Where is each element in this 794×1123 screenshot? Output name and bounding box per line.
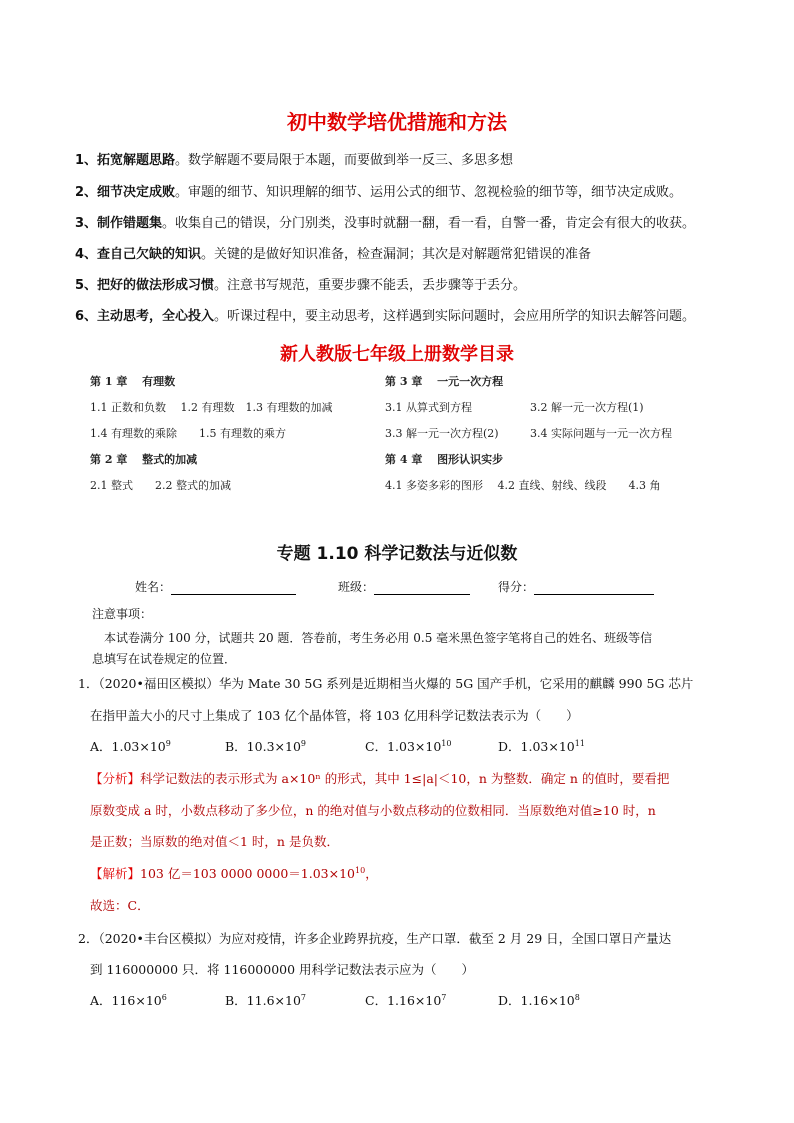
toc-ch3: 第 3 章 一元一次方程 <box>385 375 504 388</box>
tip-text: 。关键的是做好知识准备，检查漏洞；其次是对解题常犯错误的准备 <box>201 247 592 262</box>
exponent: 8 <box>574 992 580 1002</box>
q1-option-d[interactable] <box>498 737 585 755</box>
tip-head: 1、拓宽解题思路 <box>75 153 176 168</box>
toc-ch1-row1: 1.1 正数和负数 1.2 有理数 1.3 有理数的加减 <box>90 401 333 414</box>
q1-analysis-line-3: 是正数；当原数的绝对值＜1 时，n 是负数． <box>90 834 339 849</box>
doc-title: 专题 1.10 科学记数法与近似数 <box>276 544 518 564</box>
name-blank[interactable] <box>171 580 296 595</box>
exponent: 7 <box>300 992 306 1002</box>
toc-ch3-row1b: 3.2 解一元一次方程(1) <box>530 401 644 414</box>
tip-head: 2、细节决定成败 <box>75 185 176 200</box>
q1-analysis-line-2: 原数变成 a 时，小数点移动了多少位，n 的绝对值与小数点移动的位数相同．当原数绝对值≥10 时，n <box>90 803 656 818</box>
q2-option-d[interactable] <box>498 991 580 1009</box>
tip-head: 5、把好的做法形成习惯 <box>75 278 215 293</box>
q1-option-b[interactable] <box>225 737 306 755</box>
q2-option-a[interactable] <box>90 991 167 1009</box>
class-label: 班级： <box>338 580 375 594</box>
toc-ch3-row1a: 3.1 从算式到方程 <box>385 401 472 414</box>
tip-1 <box>75 149 513 168</box>
tip-head: 4、查自己欠缺的知识 <box>75 247 202 262</box>
notice-heading: 注意事项： <box>92 607 153 621</box>
q1-choice: 故选：C． <box>90 898 150 913</box>
q1-analysis-line-1 <box>90 769 669 787</box>
toc-ch1-row2: 1.4 有理数的乘除 1.5 有理数的乘方 <box>90 427 286 440</box>
solution-tag: 【解析】 <box>90 866 141 881</box>
notice-line-1: 本试卷满分 100 分，试题共 20 题．答卷前，考生务必用 0.5 毫米黑色签字笔将自己的姓名、班级等信 <box>104 631 653 645</box>
solution-text: 103 亿＝103 0000 0000＝1.03×10 <box>140 866 355 881</box>
toc-title: 新人教版七年级上册数学目录 <box>280 344 514 365</box>
analysis-text: 科学记数法的表示形式为 a×10ⁿ 的形式，其中 1≤|a|＜10，n 为整数．确定 n 的值时，要看把 <box>140 771 670 786</box>
page-title: 初中数学培优措施和方法 <box>287 110 507 134</box>
toc-ch3-row2a: 3.3 解一元一次方程(2) <box>385 427 499 440</box>
score-blank[interactable] <box>534 580 654 595</box>
exponent: 9 <box>165 738 171 748</box>
score-label: 得分： <box>498 580 535 594</box>
q1-option-c[interactable] <box>365 737 451 755</box>
tip-head: 3、制作错题集 <box>75 216 163 231</box>
option-text: D．1.03×10 <box>498 739 575 754</box>
tip-head: 6、主动思考，全心投入 <box>75 309 215 324</box>
q1-line-2: 在指甲盖大小的尺寸上集成了 103 亿个晶体管，将 103 亿用科学记数法表示为（ ） <box>90 708 579 723</box>
exponent: 10 <box>355 865 366 875</box>
name-field[interactable] <box>135 578 296 595</box>
q2-line-2: 到 116000000 只．将 116000000 用科学记数法表示应为（ ） <box>90 962 475 977</box>
name-label: 姓名： <box>135 580 172 594</box>
toc-ch4-row1: 4.1 多姿多彩的图形 4.2 直线、射线、线段 4.3 角 <box>385 479 661 492</box>
tip-text: 。注意书写规范，重要步骤不能丢，丢步骤等于丢分。 <box>214 278 527 293</box>
tip-3 <box>75 212 695 231</box>
class-field[interactable] <box>338 578 470 595</box>
tip-5 <box>75 274 526 293</box>
toc-ch4: 第 4 章 图形认识实步 <box>385 453 504 466</box>
analysis-tag: 【分析】 <box>90 771 141 786</box>
q1-solution <box>90 864 378 882</box>
q1-line-1: 1．（2020•福田区模拟）华为 Mate 30 5G 系列是近期相当火爆的 5G 国产手机，它采用的麒麟 990 5G 芯片 <box>78 676 694 691</box>
tip-4 <box>75 243 591 262</box>
tip-6 <box>75 305 695 324</box>
notice-line-2: 息填写在试卷规定的位置． <box>92 652 237 666</box>
option-text: A．116×10 <box>90 993 162 1008</box>
option-text: D．1.16×10 <box>498 993 575 1008</box>
q1-option-a[interactable] <box>90 737 171 755</box>
toc-ch1: 第 1 章 有理数 <box>90 375 176 388</box>
tip-2 <box>75 181 682 200</box>
toc-ch2: 第 2 章 整式的加减 <box>90 453 198 466</box>
option-text: C．1.16×10 <box>365 993 442 1008</box>
solution-end: ， <box>365 866 378 881</box>
exponent: 6 <box>161 992 167 1002</box>
exponent: 11 <box>574 738 585 748</box>
tip-text: 。收集自己的错误，分门别类，没事时就翻一翻，看一看，自警一番，肯定会有很大的收获。 <box>162 216 696 231</box>
q2-option-b[interactable] <box>225 991 306 1009</box>
option-text: B．11.6×10 <box>225 993 301 1008</box>
option-text: C．1.03×10 <box>365 739 442 754</box>
exponent: 10 <box>441 738 452 748</box>
score-field[interactable] <box>498 578 654 595</box>
q2-line-1: 2．（2020•丰台区模拟）为应对疫情，许多企业跨界抗疫，生产口罩．截至 2 月 29 日，全国口罩日产量达 <box>78 931 672 946</box>
toc-ch3-row2b: 3.4 实际问题与一元一次方程 <box>530 427 672 440</box>
tip-text: 。数学解题不要局限于本题，而要做到举一反三、多思多想 <box>175 153 514 168</box>
tip-text: 。审题的细节、知识理解的细节、运用公式的细节、忽视检验的细节等，细节决定成败。 <box>175 185 683 200</box>
option-text: A．1.03×10 <box>90 739 166 754</box>
exponent: 9 <box>300 738 306 748</box>
exponent: 7 <box>441 992 447 1002</box>
q2-option-c[interactable] <box>365 991 446 1009</box>
option-text: B．10.3×10 <box>225 739 301 754</box>
tip-text: 。听课过程中，要主动思考，这样遇到实际问题时，会应用所学的知识去解答问题。 <box>214 309 696 324</box>
class-blank[interactable] <box>374 580 470 595</box>
toc-ch2-row1: 2.1 整式 2.2 整式的加减 <box>90 479 231 492</box>
